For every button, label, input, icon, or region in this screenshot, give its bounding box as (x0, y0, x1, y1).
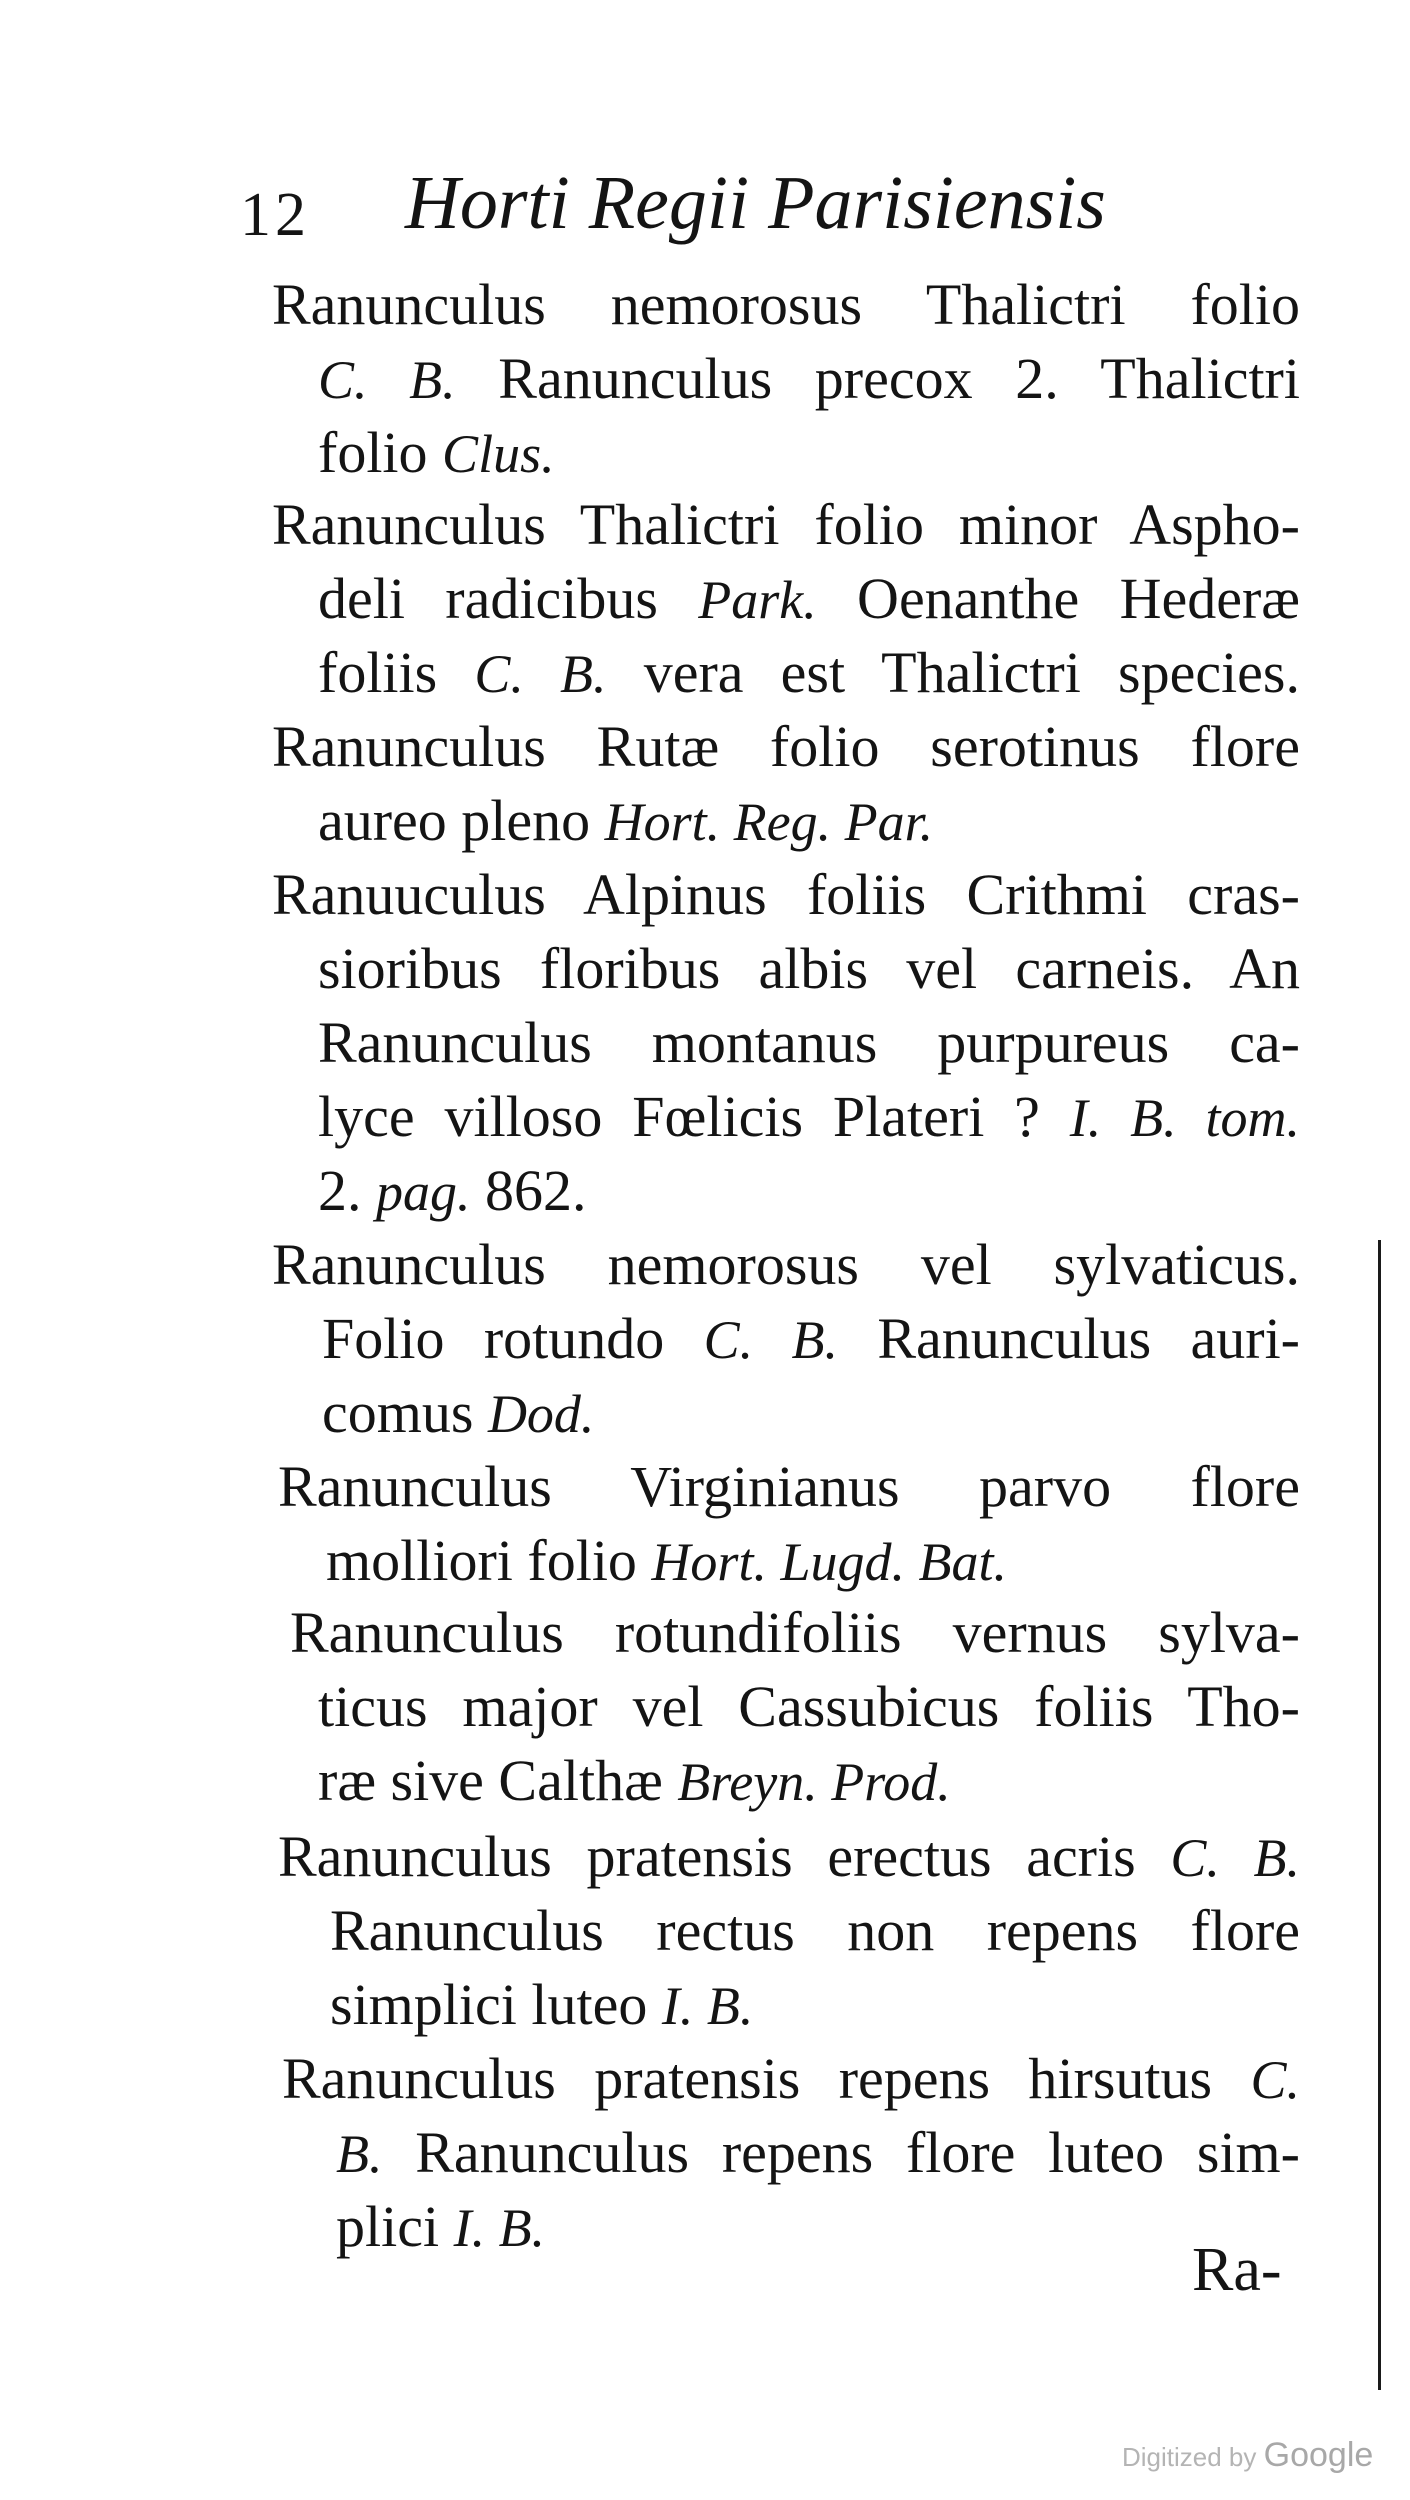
entry-line (336, 2116, 1300, 2190)
entry-line (272, 488, 1300, 562)
citation-abbrev: Park. (698, 570, 817, 630)
citation-abbrev: Dod. (487, 1384, 595, 1444)
citation-abbrev: Hort. Reg. Par. (604, 792, 934, 852)
text-run: Ranuuculus Alpinus foliis Crithmi cras- (272, 862, 1300, 927)
citation-abbrev: C. B. (703, 1310, 838, 1370)
citation-abbrev: C. B. (1170, 1828, 1300, 1888)
text-run: Ranunculus montanus purpureus ca- (318, 1010, 1300, 1075)
text-run: Oenanthe Hederæ (816, 566, 1300, 631)
citation-abbrev: C. B. (318, 350, 456, 410)
entry-line (322, 1302, 1300, 1376)
entry-line (272, 1228, 1300, 1302)
text-run: ticus major vel Cassubicus foliis Tho- (318, 1674, 1300, 1739)
text-run: comus (322, 1380, 488, 1445)
running-header (240, 160, 1240, 260)
text-run: Ranunculus Thalictri folio minor Aspho- (272, 492, 1300, 557)
citation-abbrev: I. B. (661, 1976, 754, 2036)
text-run: aureo pleno (318, 788, 605, 853)
text-run: Ranunculus auri- (837, 1306, 1300, 1371)
text-run: lyce villoso Fœlicis Plateri ? (318, 1084, 1070, 1149)
text-run: folio (318, 420, 443, 485)
entry-line (318, 1080, 1300, 1154)
watermark-brand: Google (1263, 2436, 1374, 2474)
text-run: Ranunculus Virginianus parvo flore (278, 1454, 1300, 1519)
entry-line (336, 2190, 545, 2264)
entry-line (278, 1450, 1300, 1524)
text-run: Ranunculus pratensis repens hirsutus (282, 2046, 1251, 2111)
citation-abbrev: pag. (376, 1162, 471, 1222)
entry-line (330, 1894, 1300, 1968)
entry-line (318, 784, 933, 858)
text-run: Ranunculus repens flore luteo sim- (382, 2120, 1300, 2185)
entry-line (272, 858, 1300, 932)
citation-abbrev: Hort. Lugd. Bat. (651, 1532, 1007, 1592)
text-run: Ranunculus precox 2. Thalictri (455, 346, 1300, 411)
citation-abbrev: C. B. (474, 644, 607, 704)
text-run: Ranunculus nemorosus vel sylvaticus. (272, 1232, 1300, 1297)
entry-line (278, 1820, 1300, 1894)
entry-line (326, 1524, 1007, 1598)
citation-abbrev: I. B. (453, 2198, 546, 2258)
text-run: 862. (470, 1158, 587, 1223)
text-run: Ranunculus rectus non repens flore (330, 1898, 1300, 1963)
page-number: 12 (240, 181, 310, 249)
entry-line (282, 2042, 1300, 2116)
text-run: simplici luteo (330, 1972, 662, 2037)
entry-line (318, 1744, 951, 1818)
text-run: 2. (318, 1158, 376, 1223)
text-run: vera est Thalictri species. (606, 640, 1300, 705)
citation-abbrev: Breyn. Prod. (677, 1752, 951, 1812)
citation-abbrev: Clus. (442, 424, 555, 484)
entry-line (318, 636, 1300, 710)
entry-line (322, 1376, 594, 1450)
text-run: Ranunculus rotundifoliis vernus sylva- (290, 1600, 1300, 1665)
text-run: plici (336, 2194, 454, 2259)
entry-line (290, 1596, 1300, 1670)
text-run: ræ sive Calthæ (318, 1748, 678, 1813)
citation-abbrev: B. (336, 2124, 383, 2184)
text-run: Ranunculus Rutæ folio serotinus flore (272, 714, 1300, 779)
entry-line (318, 416, 555, 490)
running-title: Horti Regii Parisiensis (405, 161, 1106, 245)
watermark-prefix: Digitized by (1122, 2442, 1257, 2472)
text-run: deli radicibus (318, 566, 699, 631)
entry-line (318, 342, 1300, 416)
citation-abbrev: I. B. tom. (1069, 1088, 1300, 1148)
catchword: Ra- (1192, 2236, 1282, 2304)
text-run: Ranunculus nemorosus Thalictri folio (272, 272, 1300, 337)
text-run: Folio rotundo (322, 1306, 704, 1371)
text-run: Ranunculus pratensis erectus acris (278, 1824, 1171, 1889)
text-run: sioribus floribus albis vel carneis. An (318, 936, 1300, 1001)
page-edge-line (1378, 1240, 1381, 2390)
entry-line (318, 1006, 1300, 1080)
entry-line (318, 1154, 587, 1228)
entry-line (330, 1968, 753, 2042)
entry-line (318, 932, 1300, 1006)
citation-abbrev: C. (1250, 2050, 1300, 2110)
text-run: molliori folio (326, 1528, 652, 1593)
entry-line (272, 710, 1300, 784)
entry-line (318, 562, 1300, 636)
entry-line (272, 268, 1300, 342)
digitization-watermark (1122, 2436, 1373, 2475)
entry-line (318, 1670, 1300, 1744)
text-run: foliis (318, 640, 475, 705)
